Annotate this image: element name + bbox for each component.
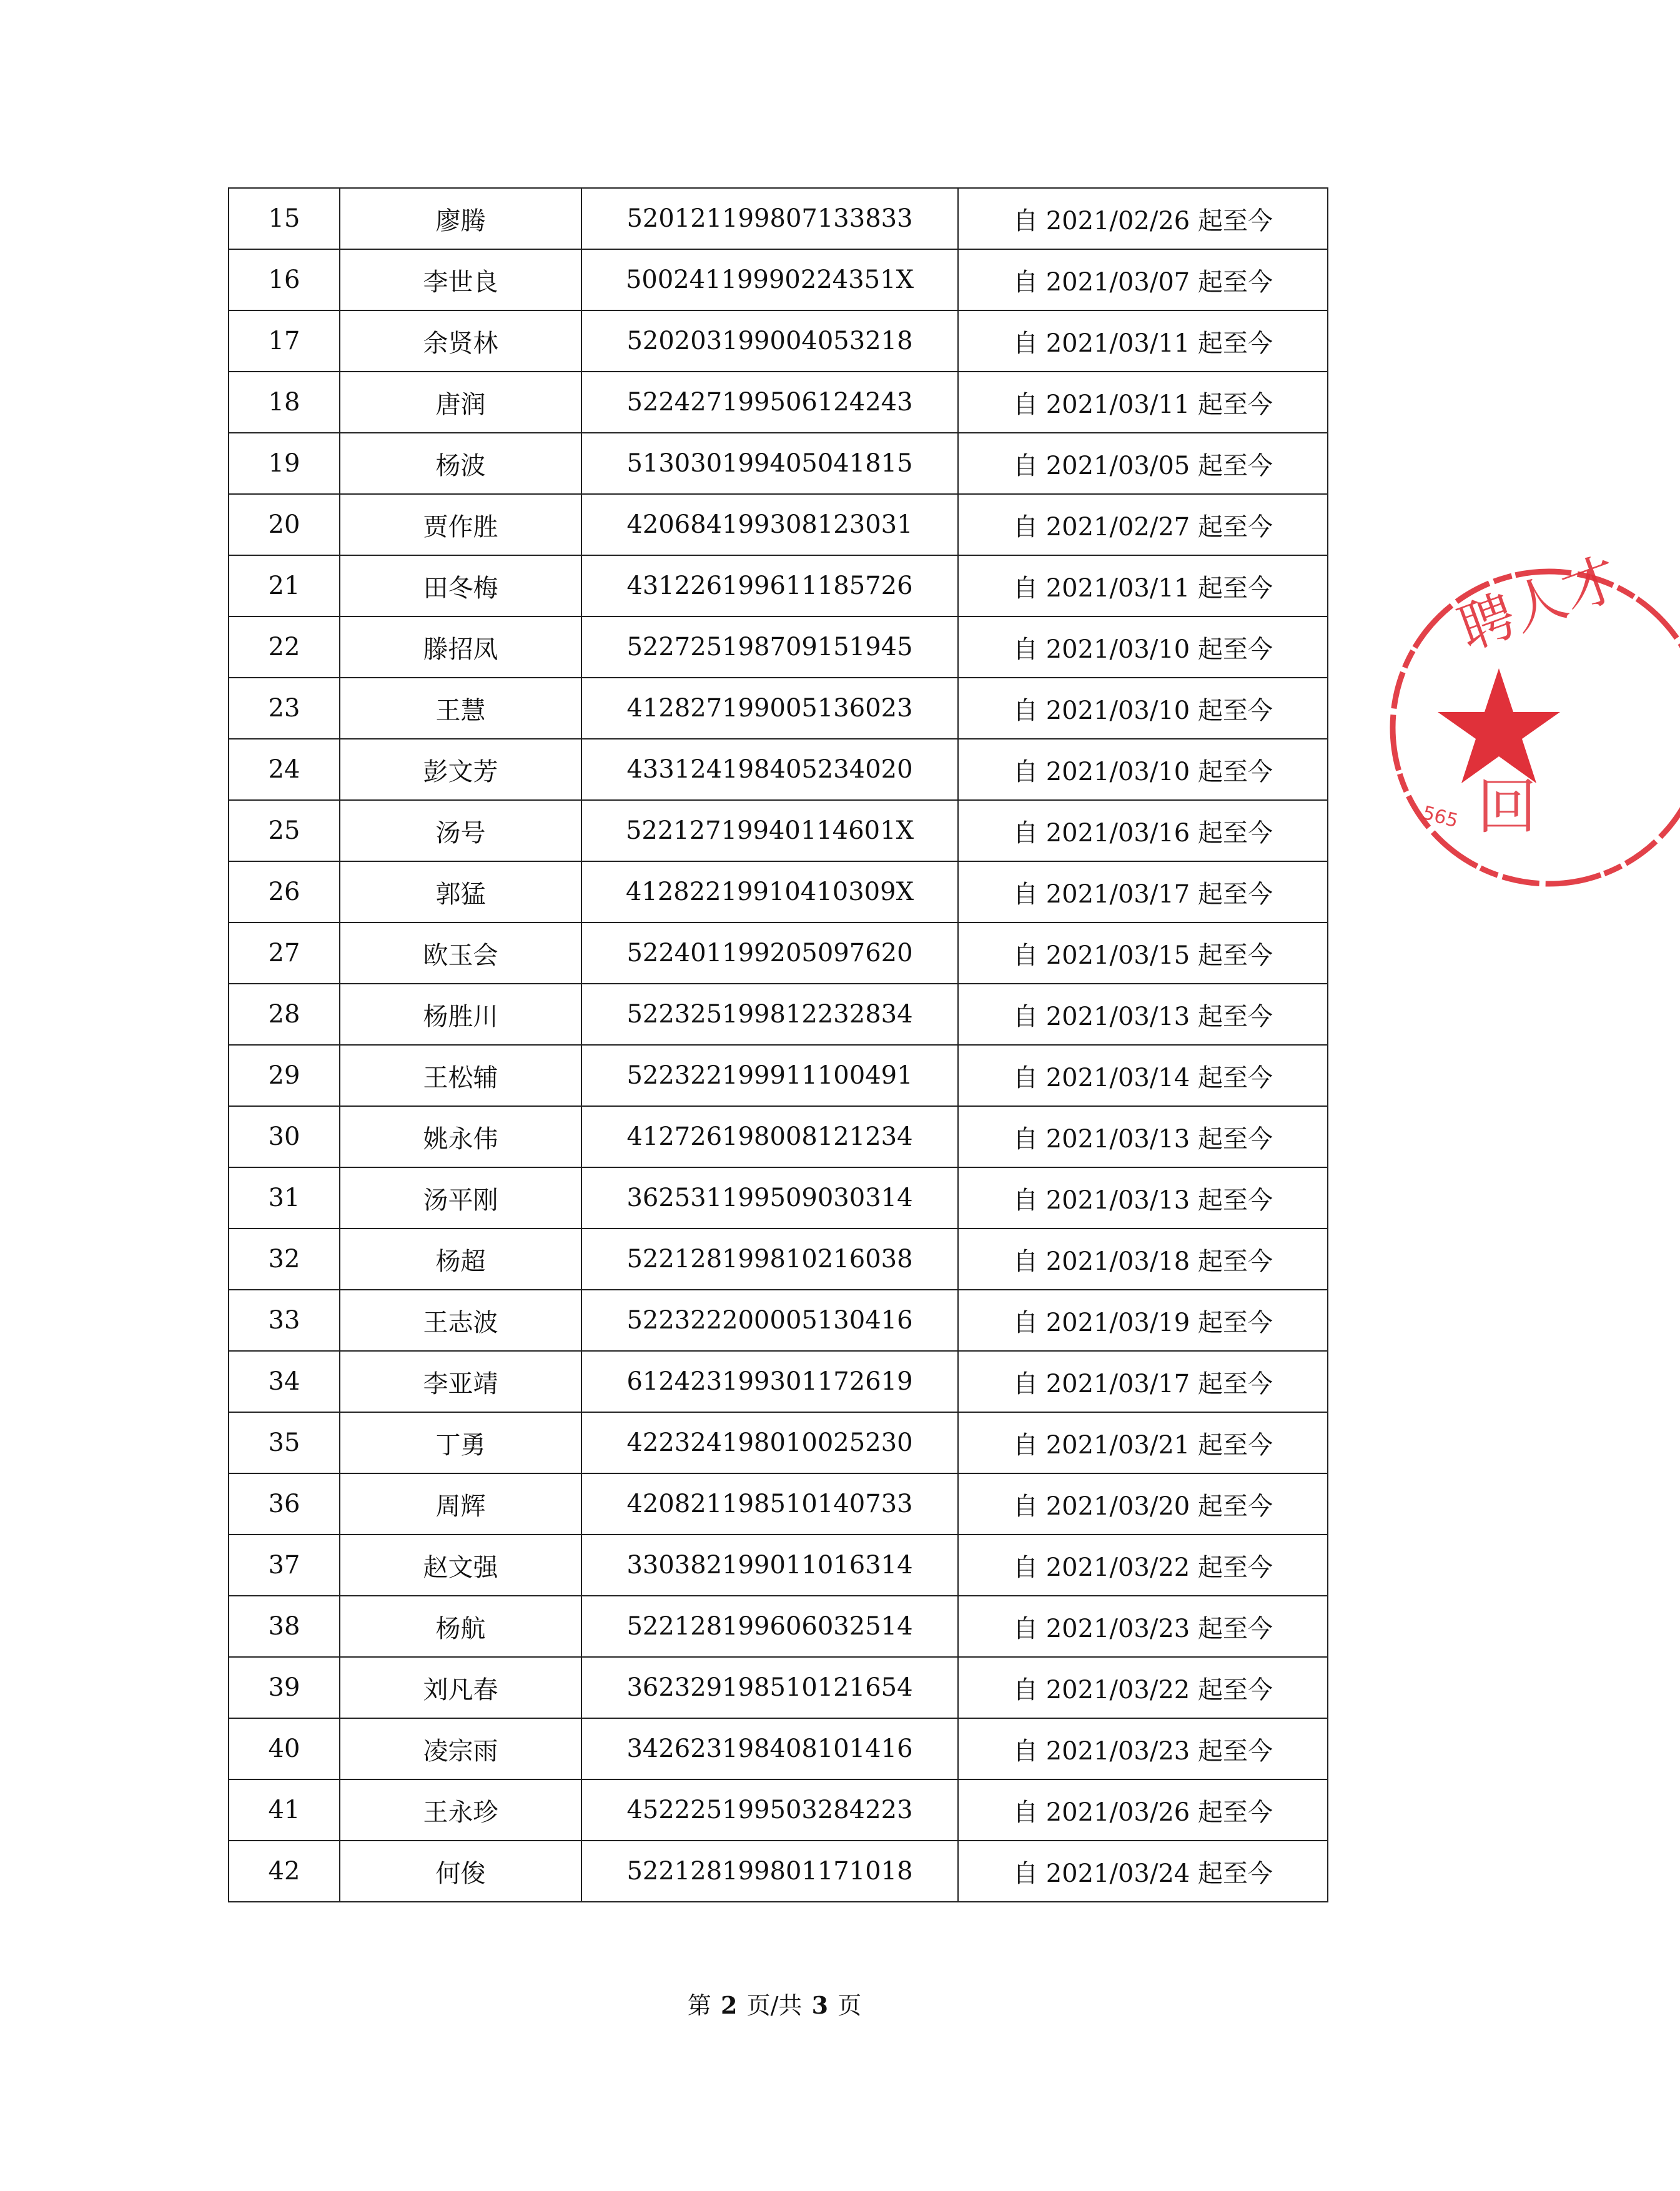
cell-period: 自 2021/03/11 起至今 <box>958 555 1328 616</box>
cell-period: 自 2021/03/10 起至今 <box>958 616 1328 678</box>
table-row <box>229 1290 1328 1351</box>
cell-id-number: 522128199801171018 <box>581 1841 958 1902</box>
cell-number: 30 <box>229 1106 340 1167</box>
seal-text: 聘人才 <box>1450 545 1628 662</box>
cell-name: 汤号 <box>340 800 581 861</box>
cell-period: 自 2021/03/20 起至今 <box>958 1473 1328 1535</box>
cell-name: 丁勇 <box>340 1412 581 1473</box>
cell-period: 自 2021/03/19 起至今 <box>958 1290 1328 1351</box>
table-row <box>229 249 1328 310</box>
cell-id-number: 522401199205097620 <box>581 922 958 984</box>
cell-number: 19 <box>229 433 340 494</box>
cell-id-number: 522322199911100491 <box>581 1045 958 1106</box>
cell-id-number: 520121199807133833 <box>581 188 958 249</box>
cell-period: 自 2021/03/26 起至今 <box>958 1779 1328 1841</box>
footer-page-number: 2 <box>720 1991 738 2019</box>
cell-id-number: 342623198408101416 <box>581 1718 958 1779</box>
cell-period: 自 2021/02/27 起至今 <box>958 494 1328 555</box>
cell-id-number: 41282219910410309X <box>581 861 958 922</box>
cell-id-number: 522427199506124243 <box>581 372 958 433</box>
cell-name: 王志波 <box>340 1290 581 1351</box>
cell-id-number: 52212719940114601X <box>581 800 958 861</box>
table-row <box>229 1535 1328 1596</box>
cell-number: 21 <box>229 555 340 616</box>
cell-number: 16 <box>229 249 340 310</box>
cell-period: 自 2021/03/18 起至今 <box>958 1229 1328 1290</box>
cell-number: 17 <box>229 310 340 372</box>
cell-number: 41 <box>229 1779 340 1841</box>
cell-name: 赵文强 <box>340 1535 581 1596</box>
cell-number: 24 <box>229 739 340 800</box>
cell-period: 自 2021/03/21 起至今 <box>958 1412 1328 1473</box>
cell-number: 33 <box>229 1290 340 1351</box>
table-row <box>229 1657 1328 1718</box>
cell-id-number: 522128199606032514 <box>581 1596 958 1657</box>
table-row <box>229 1841 1328 1902</box>
table-row <box>229 372 1328 433</box>
cell-period: 自 2021/03/10 起至今 <box>958 678 1328 739</box>
table-row <box>229 1412 1328 1473</box>
cell-number: 29 <box>229 1045 340 1106</box>
cell-number: 20 <box>229 494 340 555</box>
cell-name: 凌宗雨 <box>340 1718 581 1779</box>
cell-id-number: 433124198405234020 <box>581 739 958 800</box>
table-row <box>229 494 1328 555</box>
footer-total-pages: 3 <box>811 1991 829 2019</box>
cell-number: 26 <box>229 861 340 922</box>
cell-name: 余贤林 <box>340 310 581 372</box>
table-row <box>229 1718 1328 1779</box>
cell-id-number: 522725198709151945 <box>581 616 958 678</box>
cell-period: 自 2021/03/15 起至今 <box>958 922 1328 984</box>
cell-name: 唐润 <box>340 372 581 433</box>
cell-number: 38 <box>229 1596 340 1657</box>
table-row <box>229 310 1328 372</box>
cell-number: 22 <box>229 616 340 678</box>
table-row <box>229 1106 1328 1167</box>
table-row <box>229 616 1328 678</box>
cell-number: 35 <box>229 1412 340 1473</box>
cell-id-number: 422324198010025230 <box>581 1412 958 1473</box>
cell-name: 滕招凤 <box>340 616 581 678</box>
table-row <box>229 1351 1328 1412</box>
cell-name: 杨超 <box>340 1229 581 1290</box>
cell-number: 40 <box>229 1718 340 1779</box>
cell-id-number: 520203199004053218 <box>581 310 958 372</box>
cell-name: 姚永伟 <box>340 1106 581 1167</box>
table-row <box>229 678 1328 739</box>
table-row <box>229 861 1328 922</box>
table-row <box>229 922 1328 984</box>
table-row <box>229 1596 1328 1657</box>
cell-id-number: 612423199301172619 <box>581 1351 958 1412</box>
cell-number: 42 <box>229 1841 340 1902</box>
table-row <box>229 739 1328 800</box>
cell-name: 汤平刚 <box>340 1167 581 1229</box>
cell-period: 自 2021/03/22 起至今 <box>958 1535 1328 1596</box>
cell-name: 刘凡春 <box>340 1657 581 1718</box>
cell-period: 自 2021/03/13 起至今 <box>958 984 1328 1045</box>
cell-name: 廖腾 <box>340 188 581 249</box>
table-row <box>229 433 1328 494</box>
cell-id-number: 420684199308123031 <box>581 494 958 555</box>
star-icon <box>1438 668 1560 783</box>
cell-number: 28 <box>229 984 340 1045</box>
cell-id-number: 330382199011016314 <box>581 1535 958 1596</box>
table-row <box>229 1473 1328 1535</box>
cell-period: 自 2021/03/24 起至今 <box>958 1841 1328 1902</box>
cell-id-number: 412827199005136023 <box>581 678 958 739</box>
cell-id-number: 362329198510121654 <box>581 1657 958 1718</box>
cell-name: 贾作胜 <box>340 494 581 555</box>
table-row <box>229 1167 1328 1229</box>
table-body <box>229 188 1328 1902</box>
table-row <box>229 1045 1328 1106</box>
table-row <box>229 1229 1328 1290</box>
cell-period: 自 2021/03/11 起至今 <box>958 372 1328 433</box>
cell-number: 39 <box>229 1657 340 1718</box>
table-row <box>229 1779 1328 1841</box>
cell-period: 自 2021/03/23 起至今 <box>958 1596 1328 1657</box>
cell-name: 李世良 <box>340 249 581 310</box>
cell-name: 何俊 <box>340 1841 581 1902</box>
seal-graphic <box>1418 543 1680 912</box>
seal-glyph: 回 <box>1477 772 1537 842</box>
cell-number: 37 <box>229 1535 340 1596</box>
cell-number: 15 <box>229 188 340 249</box>
cell-name: 杨胜川 <box>340 984 581 1045</box>
cell-period: 自 2021/03/05 起至今 <box>958 433 1328 494</box>
cell-period: 自 2021/03/11 起至今 <box>958 310 1328 372</box>
cell-period: 自 2021/03/07 起至今 <box>958 249 1328 310</box>
company-seal <box>1418 543 1628 912</box>
cell-id-number: 522325199812232834 <box>581 984 958 1045</box>
seal-code: 565 <box>1420 801 1461 833</box>
cell-number: 32 <box>229 1229 340 1290</box>
footer-prefix: 第 <box>687 1992 711 2019</box>
cell-id-number: 522128199810216038 <box>581 1229 958 1290</box>
cell-number: 34 <box>229 1351 340 1412</box>
employee-table <box>228 187 1328 1902</box>
cell-name: 王永珍 <box>340 1779 581 1841</box>
table-row <box>229 984 1328 1045</box>
cell-id-number: 50024119990224351X <box>581 249 958 310</box>
cell-name: 李亚靖 <box>340 1351 581 1412</box>
cell-period: 自 2021/03/13 起至今 <box>958 1106 1328 1167</box>
cell-number: 25 <box>229 800 340 861</box>
cell-name: 周辉 <box>340 1473 581 1535</box>
table-row <box>229 555 1328 616</box>
cell-period: 自 2021/03/10 起至今 <box>958 739 1328 800</box>
cell-name: 杨波 <box>340 433 581 494</box>
cell-number: 31 <box>229 1167 340 1229</box>
cell-period: 自 2021/02/26 起至今 <box>958 188 1328 249</box>
cell-period: 自 2021/03/22 起至今 <box>958 1657 1328 1718</box>
cell-period: 自 2021/03/23 起至今 <box>958 1718 1328 1779</box>
cell-name: 王松辅 <box>340 1045 581 1106</box>
footer-middle: 页/共 <box>746 1992 803 2019</box>
cell-name: 彭文芳 <box>340 739 581 800</box>
cell-id-number: 452225199503284223 <box>581 1779 958 1841</box>
cell-name: 王慧 <box>340 678 581 739</box>
cell-name: 田冬梅 <box>340 555 581 616</box>
cell-number: 27 <box>229 922 340 984</box>
cell-id-number: 412726198008121234 <box>581 1106 958 1167</box>
cell-name: 郭猛 <box>340 861 581 922</box>
cell-id-number: 362531199509030314 <box>581 1167 958 1229</box>
cell-id-number: 522322200005130416 <box>581 1290 958 1351</box>
cell-number: 18 <box>229 372 340 433</box>
table-row <box>229 800 1328 861</box>
cell-id-number: 431226199611185726 <box>581 555 958 616</box>
cell-id-number: 513030199405041815 <box>581 433 958 494</box>
footer-suffix: 页 <box>838 1992 862 2019</box>
cell-name: 欧玉会 <box>340 922 581 984</box>
cell-number: 23 <box>229 678 340 739</box>
table-row <box>229 188 1328 249</box>
page-footer <box>0 1986 1549 2020</box>
cell-period: 自 2021/03/14 起至今 <box>958 1045 1328 1106</box>
cell-number: 36 <box>229 1473 340 1535</box>
cell-period: 自 2021/03/17 起至今 <box>958 1351 1328 1412</box>
cell-period: 自 2021/03/16 起至今 <box>958 800 1328 861</box>
cell-id-number: 420821198510140733 <box>581 1473 958 1535</box>
cell-period: 自 2021/03/13 起至今 <box>958 1167 1328 1229</box>
cell-name: 杨航 <box>340 1596 581 1657</box>
cell-period: 自 2021/03/17 起至今 <box>958 861 1328 922</box>
